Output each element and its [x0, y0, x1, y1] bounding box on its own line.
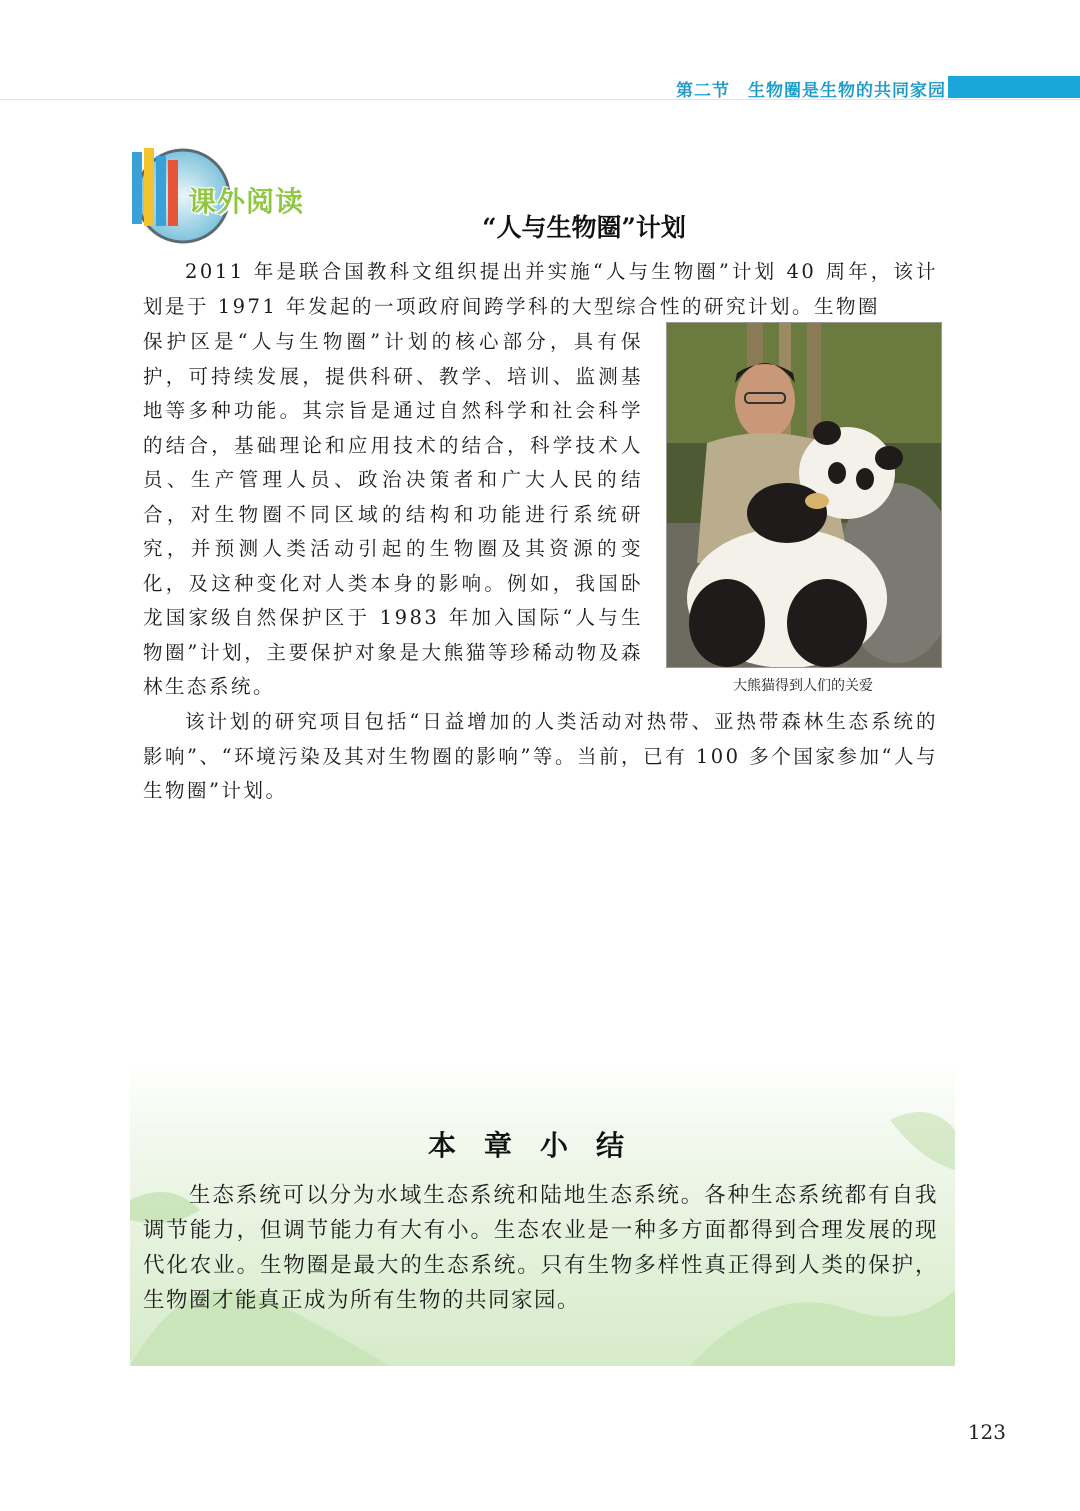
summary-paragraph: 生态系统可以分为水域生态系统和陆地生态系统。各种生态系统都有自我调节能力，但调节能力有大有小。生态农业是一种多方面都得到合理发展的现代化农业。生物圈是最大的生态系统。只有生物多样性真正得到人类的保护，生物圈才能真正成为所有生物的共同家园。: [143, 1183, 938, 1313]
article-paragraph-1: 2011 年是联合国教科文组织提出并实施“人与生物圈”计划 40 周年，该计划是于 1971 年发起的一项政府间跨学科的大型综合性的研究计划。生物圈: [143, 260, 938, 318]
section-number: 第二节: [676, 81, 730, 101]
article-paragraph-2: 保护区是“人与生物圈”计划的核心部分，具有保护，可持续发展，提供科研、教学、培训、监测基地等多种功能。其宗旨是通过自然科学和社会科学的结合，基础理论和应用技术的结合，科学技术人员、生产管理人员、政治决策者和广大人民的结合，对生物圈不同区域的结构和功能进行系统研究，并预测人类活动引起的生物圈及其资源的变化，及这种变化对人类本身的影响。例如，我国卧龙国家级自然保护区于 1983 年加入国际“人与生物圈”计划，主要保护对象是大熊猫等珍稀动物及森林生态系统。: [143, 330, 643, 698]
summary-title: 本章小结: [427, 1129, 652, 1162]
header-color-strip: [948, 76, 1080, 98]
panda-photo: [666, 322, 942, 668]
section-title: 生物圈是生物的共同家园: [748, 81, 946, 101]
article-title: “人与生物圈”计划: [482, 213, 686, 242]
article-paragraph-3: 该计划的研究项目包括“日益增加的人类活动对热带、亚热带森林生态系统的影响”、“环境污染及其对生物圈的影响”等。当前，已有 100 多个国家参加“人与生物圈”计划。: [143, 710, 938, 802]
photo-caption: 大熊猫得到人们的关爱: [733, 678, 873, 694]
panda-photo-illustration: [667, 323, 941, 667]
running-header: [676, 76, 946, 101]
reading-logo-text: 课外阅读: [188, 185, 305, 218]
page-number: 123: [967, 1420, 1006, 1444]
